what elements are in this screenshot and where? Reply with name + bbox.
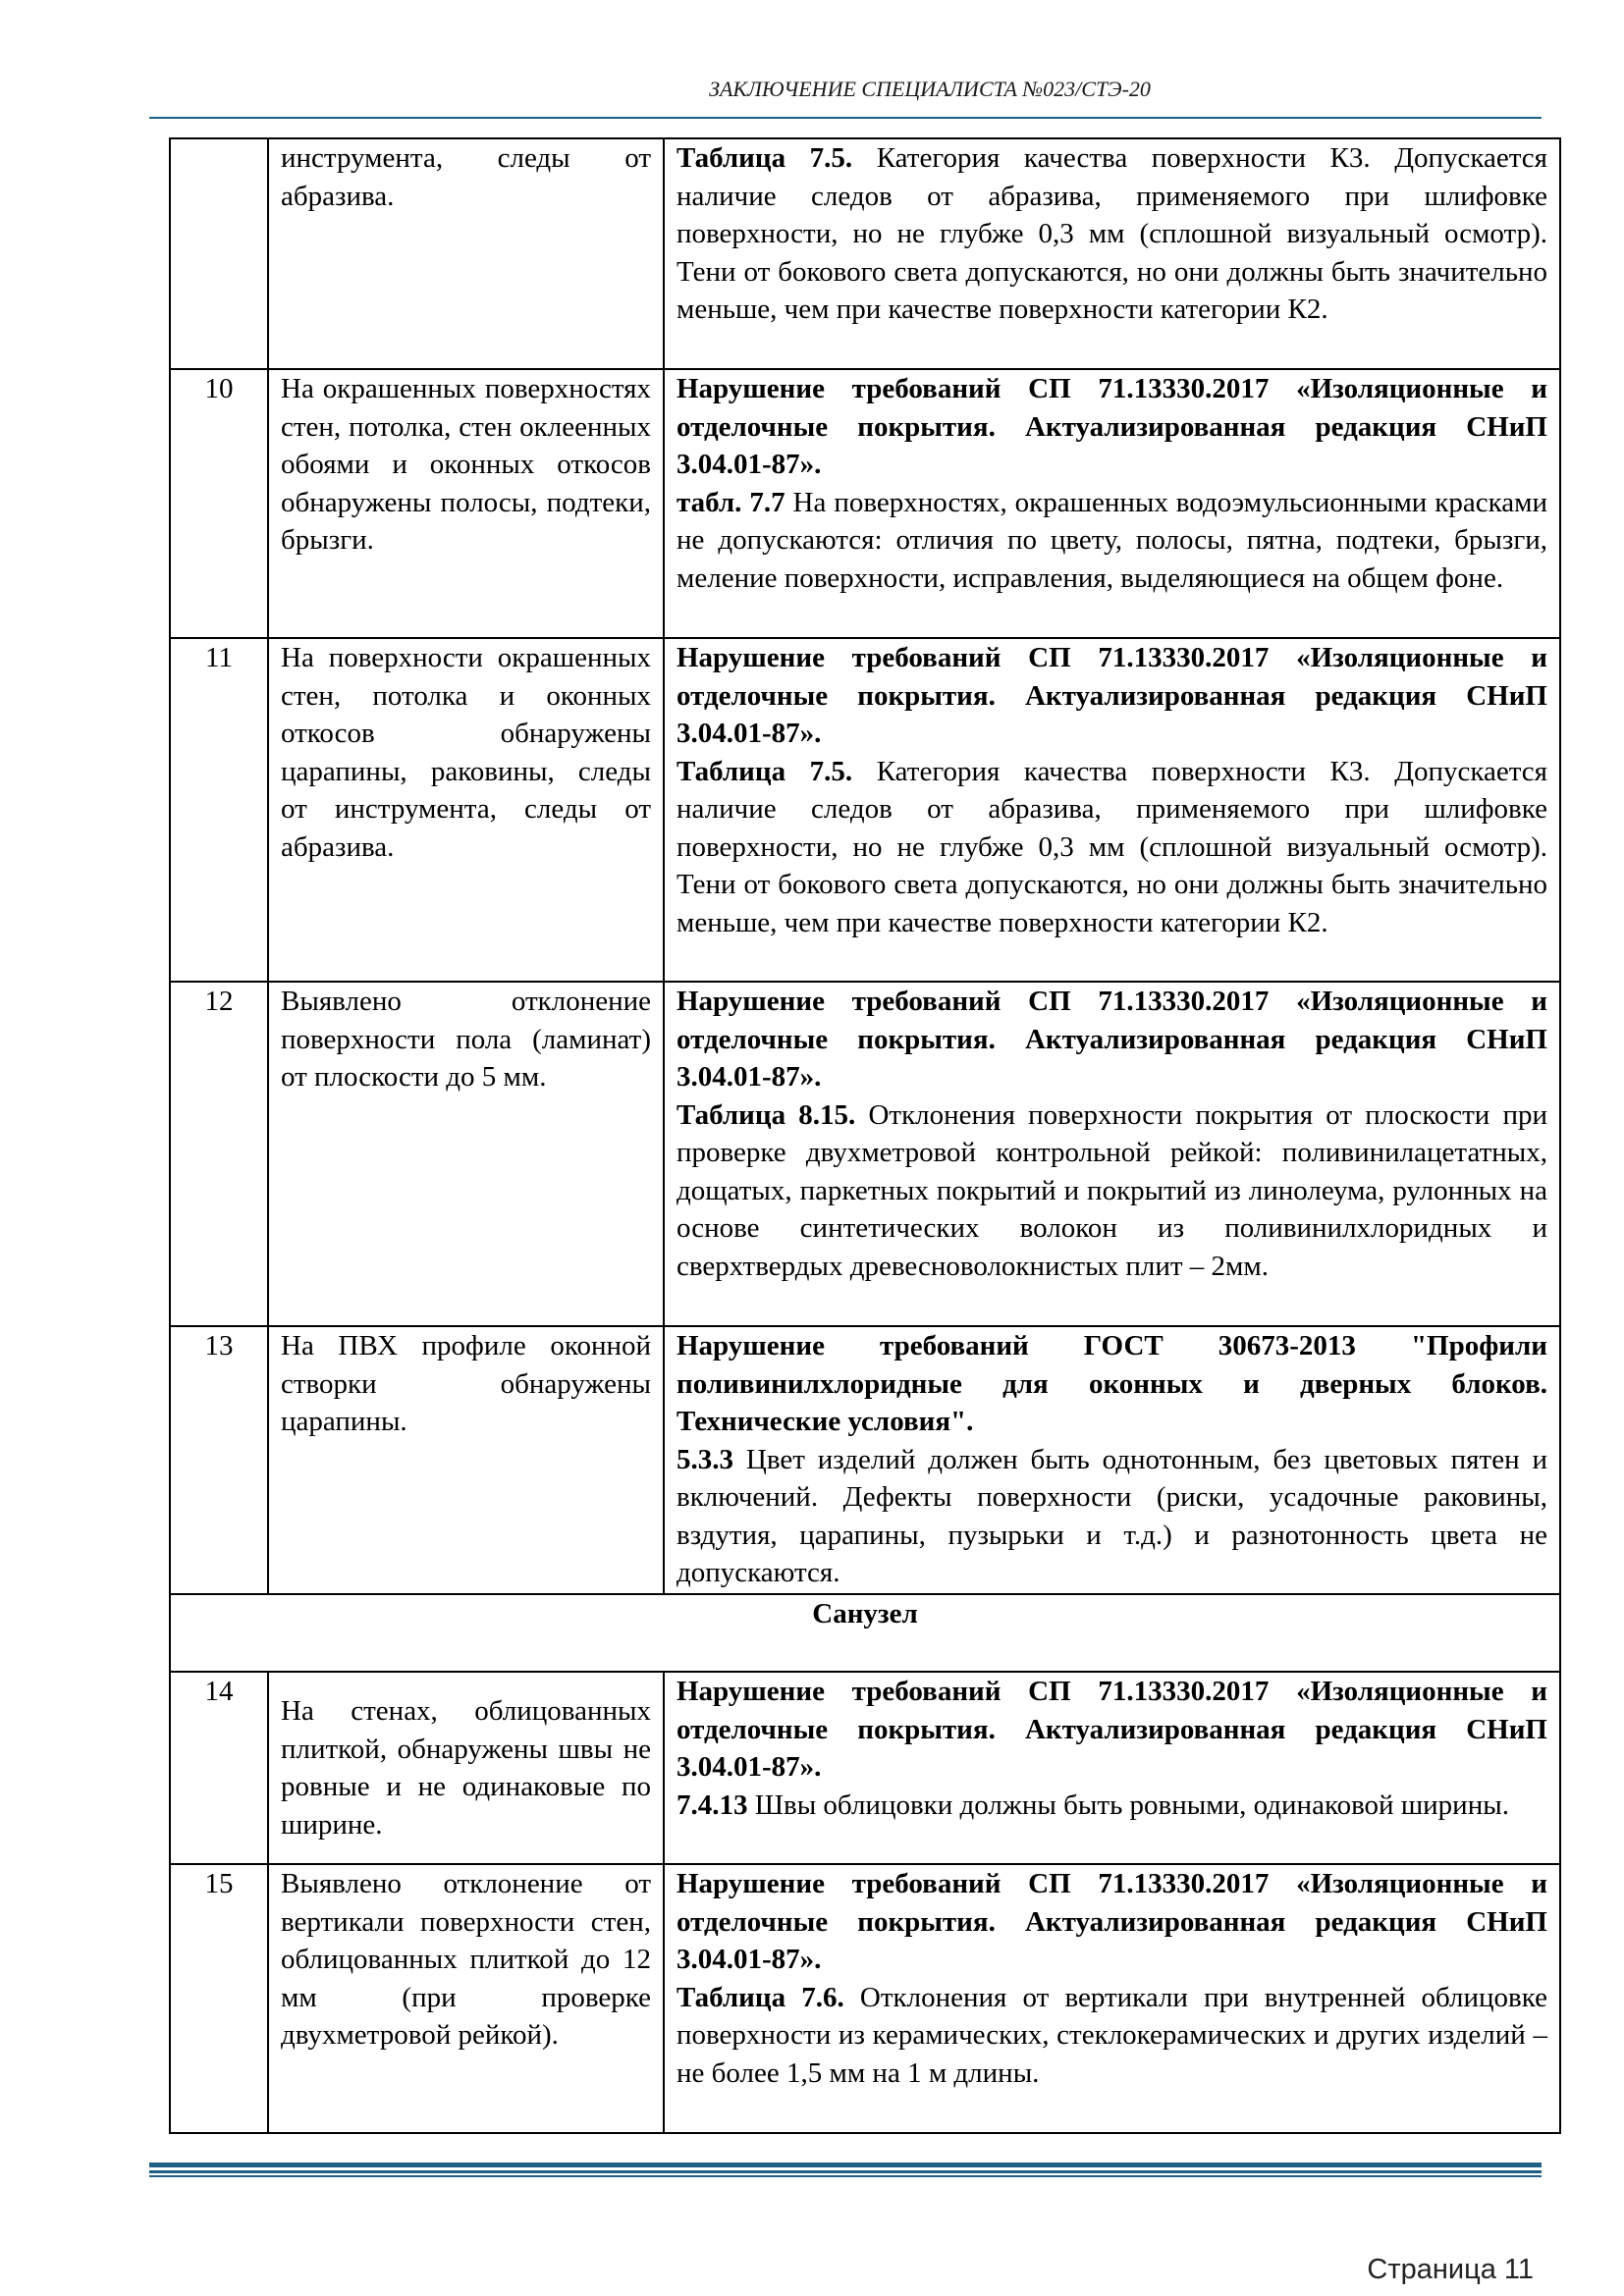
norm-clause: Таблица 7.5. [677, 755, 853, 787]
row-number-cell: 13 [170, 1326, 268, 1594]
norm-text: На поверхностях, окрашенных водоэмульсионными красками не допускаются: отличия по цвету, полосы, пятна, подтеки, брызги, меление поверхности, исправления, выделяющиеся на общем фоне. [677, 486, 1548, 594]
defect-description: На стенах, облицованных плиткой, обнаружены швы не ровные и не одинаковые по ширине. [268, 1672, 664, 1864]
table-row [170, 1864, 1560, 2133]
norm-reference [664, 638, 1560, 982]
defect-description: На поверхности окрашенных стен, потолка и оконных откосов обнаружены царапины, раковины, следы от инструмента, следы от абразива. [268, 638, 664, 982]
defect-description: На окрашенных поверхностях стен, потолка, стен оклеенных обоями и оконных откосов обнаружены полосы, подтеки, брызги. [268, 369, 664, 638]
table-row [170, 1672, 1560, 1864]
norm-clause: Таблица 7.6. [677, 1981, 844, 2013]
table-row [170, 138, 1560, 369]
row-number-cell: 12 [170, 982, 268, 1326]
norm-reference [664, 1672, 1560, 1864]
defect-description: Выявлено отклонение поверхности пола (ламинат) от плоскости до 5 мм. [268, 982, 664, 1326]
defect-description: инструмента, следы от абразива. [268, 138, 664, 369]
row-number-cell: 10 [170, 369, 268, 638]
norm-clause: Таблица 7.5. [677, 142, 853, 174]
norm-text: Швы облицовки должны быть ровными, одинаковой ширины. [747, 1789, 1509, 1821]
norm-reference [664, 982, 1560, 1326]
norm-text: Категория качества поверхности К3. Допускается наличие следов от абразива, применяемого при шлифовке поверхности, но не глубже 0,3 мм (сплошной визуальный осмотр). Тени от бокового света допускаются, но они должны быть значительно меньше, чем при качестве поверхности категории К2. [677, 755, 1547, 938]
footer-divider [149, 2163, 1542, 2177]
table-row [170, 638, 1560, 982]
norm-clause: Таблица 8.15. [677, 1098, 856, 1131]
table-row [170, 1326, 1560, 1594]
table-row [170, 369, 1560, 638]
violation-heading: Нарушение требований СП 71.13330.2017 «Изоляционные и отделочные покрытия. Актуализированная редакция СНиП 3.04.01-87». [677, 1868, 1547, 1975]
norm-clause: 7.4.13 [677, 1789, 748, 1821]
header-divider [149, 117, 1542, 119]
defect-description: Выявлено отклонение от вертикали поверхности стен, облицованных плиткой до 12 мм (при проверке двухметровой рейкой). [268, 1864, 664, 2133]
violation-heading: Нарушение требований СП 71.13330.2017 «Изоляционные и отделочные покрытия. Актуализированная редакция СНиП 3.04.01-87». [677, 986, 1547, 1093]
norm-text: Цвет изделий должен быть однотонным, без цветовых пятен и включений. Дефекты поверхности (риски, усадочные раковины, вздутия, царапины, пузырьки и т.д.) и разнотонность цвета не допускаются. [677, 1443, 1547, 1588]
row-number-cell: 11 [170, 638, 268, 982]
page-number: Страница 11 [1367, 2254, 1534, 2285]
norm-reference [664, 1326, 1560, 1594]
row-number-cell: 14 [170, 1672, 268, 1864]
violation-heading: Нарушение требований СП 71.13330.2017 «Изоляционные и отделочные покрытия. Актуализированная редакция СНиП 3.04.01-87». [677, 373, 1547, 480]
defects-table [169, 137, 1561, 2134]
section-heading: Санузел [170, 1594, 1560, 1672]
violation-heading: Нарушение требований СП 71.13330.2017 «Изоляционные и отделочные покрытия. Актуализированная редакция СНиП 3.04.01-87». [677, 1676, 1547, 1783]
defect-description: На ПВХ профиле оконной створки обнаружены царапины. [268, 1326, 664, 1594]
norm-reference [664, 1864, 1560, 2133]
norm-reference [664, 138, 1560, 369]
document-header-title: ЗАКЛЮЧЕНИЕ СПЕЦИАЛИСТА №023/СТЭ-20 [709, 77, 1151, 101]
violation-heading: Нарушение требований ГОСТ 30673-2013 "Профили поливинилхлоридные для оконных и дверных блоков. Технические условия". [677, 1330, 1547, 1437]
norm-text: Категория качества поверхности К3. Допускается наличие следов от абразива, применяемого при шлифовке поверхности, но не глубже 0,3 мм (сплошной визуальный осмотр). Тени от бокового света допускаются, но они должны быть значительно меньше, чем при качестве поверхности категории К2. [677, 142, 1547, 325]
row-number-cell [170, 138, 268, 369]
section-row [170, 1594, 1560, 1672]
norm-clause: 5.3.3 [677, 1443, 733, 1475]
norm-reference [664, 369, 1560, 638]
norm-text: Отклонения от вертикали при внутренней облицовке поверхности из керамических, стеклокерамических и других изделий – не более 1,5 мм на 1 м длины. [677, 1981, 1547, 2089]
table-row [170, 982, 1560, 1326]
norm-text: Отклонения поверхности покрытия от плоскости при проверке двухметровой контрольной рейкой: поливинилацетатных, дощатых, паркетных покрытий и покрытий из линолеума, рулонных на основе синтетических волокон из поливинилхлоридных и сверхтвердых древесноволокнистых плит – 2мм. [677, 1098, 1547, 1282]
row-number-cell: 15 [170, 1864, 268, 2133]
violation-heading: Нарушение требований СП 71.13330.2017 «Изоляционные и отделочные покрытия. Актуализированная редакция СНиП 3.04.01-87». [677, 642, 1547, 749]
norm-clause: табл. 7.7 [677, 486, 785, 518]
